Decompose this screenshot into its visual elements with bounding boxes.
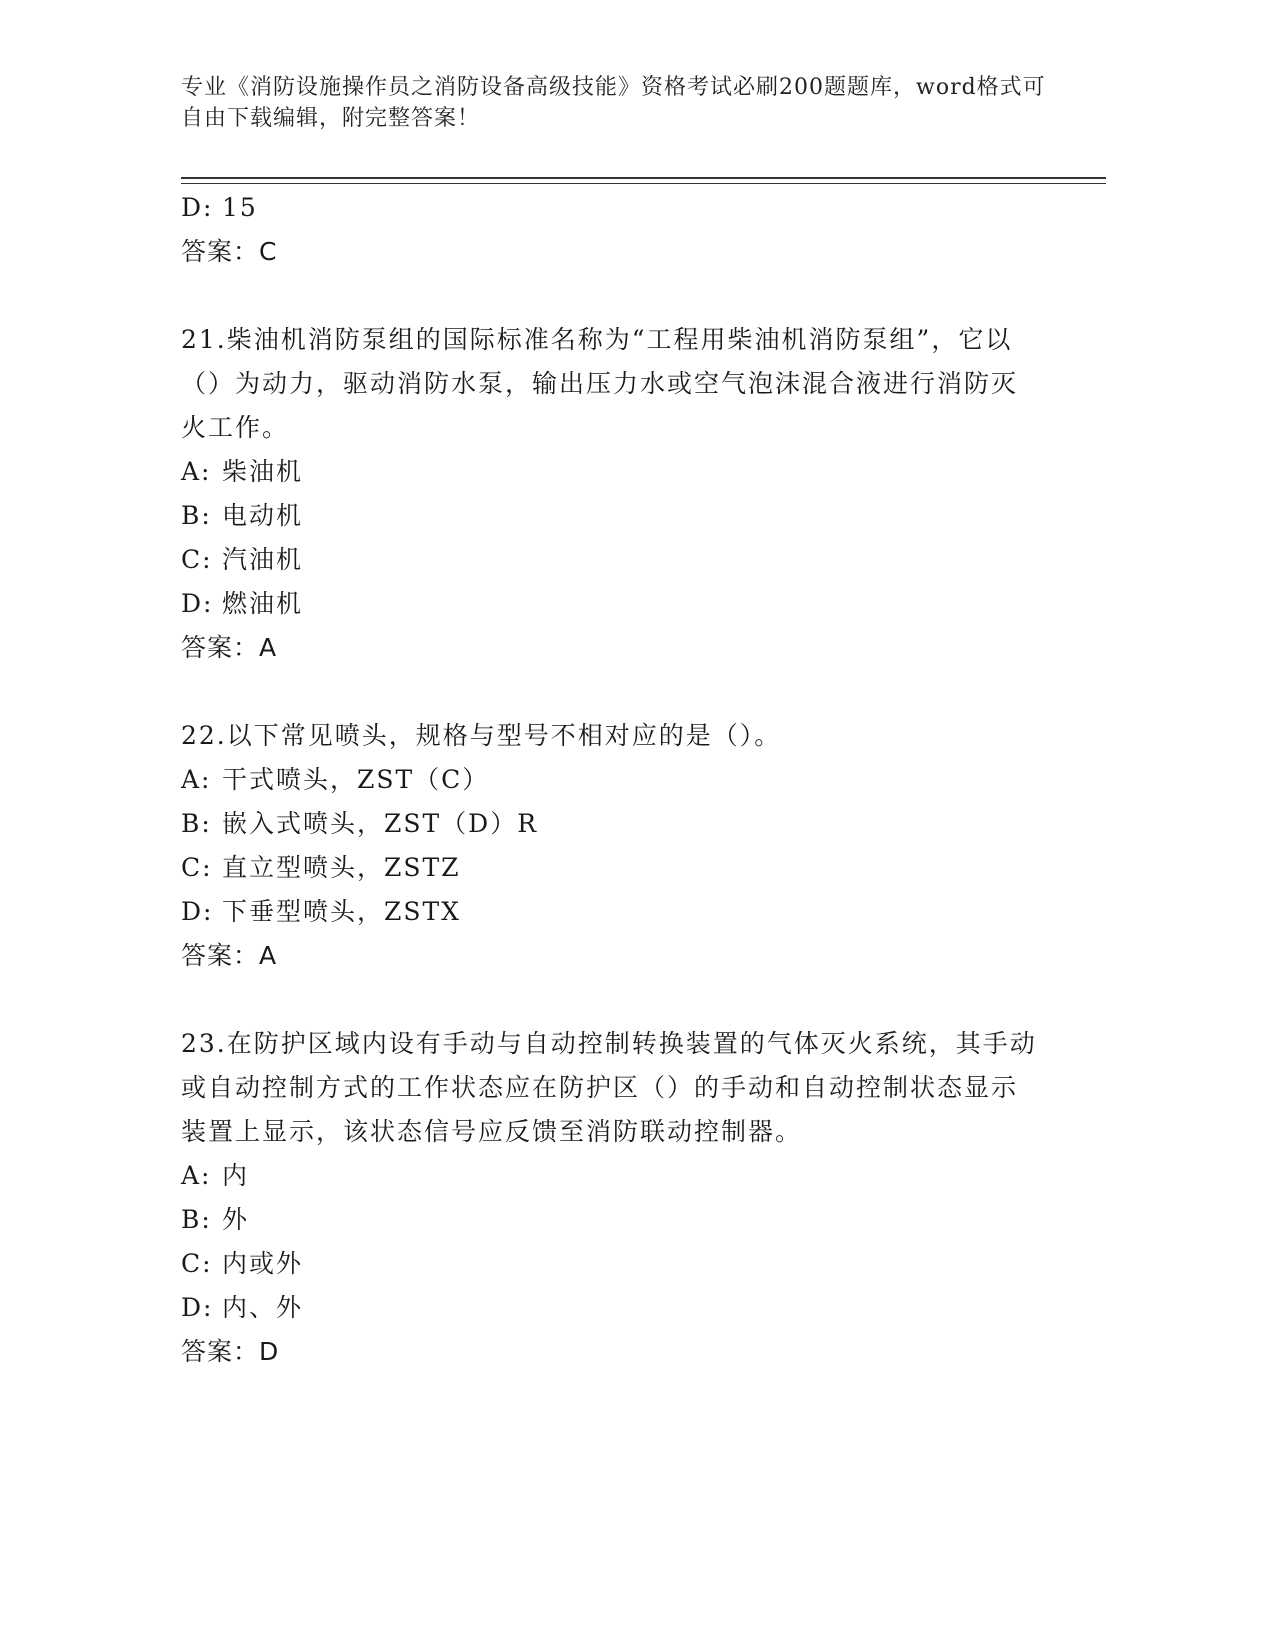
option-key: A: — [181, 1161, 212, 1190]
option-b — [181, 1198, 1061, 1242]
document-header: 专业《消防设施操作员之消防设备高级技能》资格考试必刷200题题库，word格式可自由下载编辑，附完整答案！ — [181, 75, 1046, 131]
option-b — [181, 802, 1061, 846]
option-text: 干式喷头，ZST（C） — [222, 765, 490, 794]
option-key: C: — [181, 853, 213, 882]
option-text: 15 — [222, 193, 258, 222]
option-text: 汽油机 — [222, 545, 304, 574]
option-a — [181, 450, 1061, 494]
option-a — [181, 758, 1061, 802]
spacer — [181, 274, 1061, 318]
option-key: B: — [181, 501, 212, 530]
option-text: 内 — [222, 1161, 250, 1190]
header-divider-thin — [181, 183, 1106, 184]
question-item — [181, 714, 1061, 978]
option-key: C: — [181, 1249, 213, 1278]
option-text: 直立型喷头，ZSTZ — [222, 853, 461, 882]
answer: 答案：A — [181, 941, 278, 970]
option-text: 柴油机 — [222, 457, 304, 486]
option-text: 外 — [222, 1205, 250, 1234]
option-key: D: — [181, 193, 214, 222]
option-text: 下垂型喷头，ZSTX — [222, 897, 461, 926]
answer: 答案：A — [181, 633, 278, 662]
option-key: B: — [181, 1205, 212, 1234]
option-key: A: — [181, 457, 212, 486]
option-c — [181, 538, 1061, 582]
option-key: B: — [181, 809, 212, 838]
option-a — [181, 1154, 1061, 1198]
option-key: A: — [181, 765, 212, 794]
question-list — [181, 186, 1061, 1374]
option-text: 电动机 — [222, 501, 304, 530]
question-text: 21.柴油机消防泵组的国际标准名称为“工程用柴油机消防泵组”，它以（）为动力，驱动消防水泵，输出压力水或空气泡沫混合液进行消防灭火工作。 — [181, 325, 1019, 442]
question-item — [181, 1022, 1061, 1374]
spacer — [181, 978, 1061, 1022]
question-text: 22.以下常见喷头，规格与型号不相对应的是（）。 — [181, 721, 782, 750]
option-b — [181, 494, 1061, 538]
header-divider-thick — [181, 177, 1106, 179]
question-item — [181, 318, 1061, 670]
option-key: D: — [181, 1293, 214, 1322]
option-text: 内、外 — [222, 1293, 304, 1322]
option-d — [181, 1286, 1061, 1330]
prev-option-d — [181, 186, 1061, 230]
option-c — [181, 846, 1061, 890]
prev-answer: 答案：C — [181, 237, 278, 266]
option-d — [181, 890, 1061, 934]
option-key: D: — [181, 897, 214, 926]
question-text: 23.在防护区域内设有手动与自动控制转换装置的气体灭火系统，其手动或自动控制方式的工作状态应在防护区（）的手动和自动控制状态显示装置上显示，该状态信号应反馈至消防联动控制器。 — [181, 1029, 1037, 1146]
option-text: 嵌入式喷头，ZST（D）R — [222, 809, 539, 838]
spacer — [181, 670, 1061, 714]
answer: 答案：D — [181, 1337, 280, 1366]
option-d — [181, 582, 1061, 626]
option-key: C: — [181, 545, 213, 574]
option-text: 内或外 — [222, 1249, 304, 1278]
option-key: D: — [181, 589, 214, 618]
option-text: 燃油机 — [222, 589, 304, 618]
option-c — [181, 1242, 1061, 1286]
